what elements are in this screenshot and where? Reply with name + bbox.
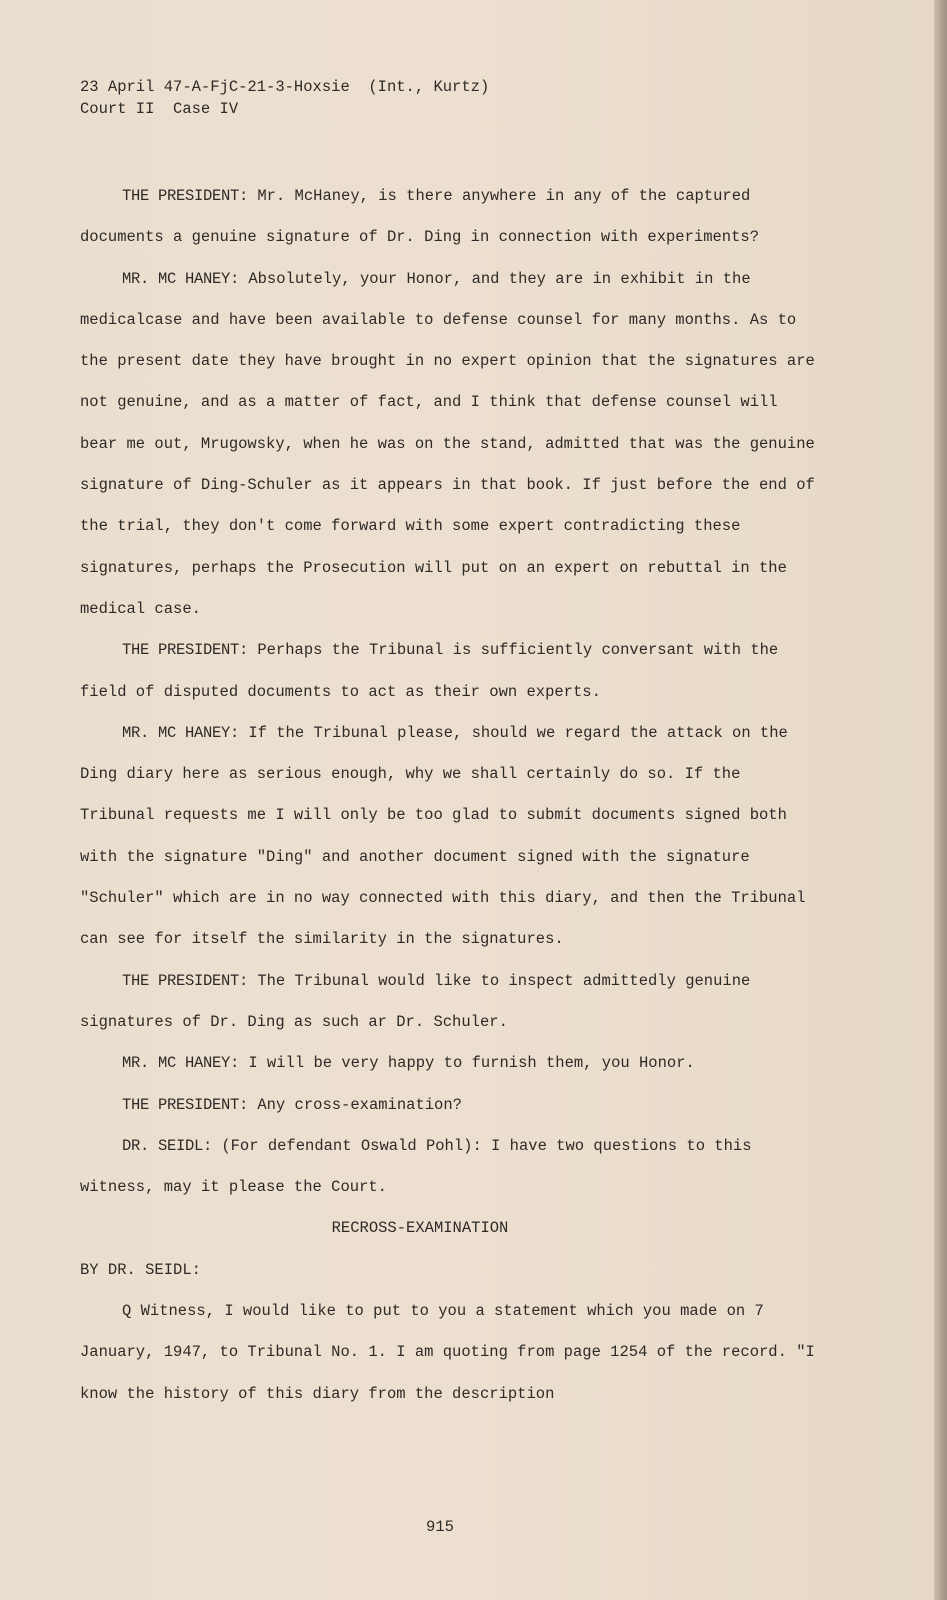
question-paragraph: Q Witness, I would like to put to you a statement which you made on 7 January, 1947, to Tribunal No. 1. I am quoting from page 1254 of the record. "I know the history of this diary from the description — [80, 1302, 815, 1403]
speaker-label: DR. SEIDL: — [122, 1136, 213, 1155]
paragraph-text: I will be very happy to furnish them, you Honor. — [239, 1054, 695, 1073]
page-edge-shadow — [934, 0, 947, 1600]
header-line-1: 23 April 47-A-FjC-21-3-Hoxsie (Int., Kurtz) — [80, 78, 490, 96]
paragraph-text: Perhaps the Tribunal is sufficiently conversant with the field of disputed documents to act as their own experts. — [80, 641, 779, 701]
section-heading: RECROSS-EXAMINATION — [331, 1219, 509, 1238]
transcript-paragraph — [80, 713, 820, 961]
header-line-2: Court II Case IV — [80, 100, 239, 118]
transcript-paragraph — [80, 259, 820, 631]
paragraph-text: Absolutely, your Honor, and they are in exhibit in the medicalcase and have been available to defense counsel for many months. As to the present date they have brought in no expert opinion that the signatures are not genuine, and as a matter of fact, and I think that defense counsel will bear me out, Mrugowsky, when he was on the stand, admitted that was the genuine signature of Ding-Schuler as it appears in that book. If just before the end of the trial, they don't come forward with some expert contradicting these signatures, perhaps the Prosecution will put on an expert on rebuttal in the medical case. — [80, 269, 815, 618]
speaker-label: THE PRESIDENT: — [122, 971, 249, 990]
paragraph-text: (For defendant Oswald Pohl): I have two questions to this witness, may it please the Court. — [80, 1136, 752, 1197]
paragraph-text: If the Tribunal please, should we regard the attack on the Ding diary here as serious enough, why we shall certainly do so. If the Tribunal requests me I will only be too glad to submit documents signed both with the signature "Ding" and another document signed with the signature "Schuler" which are in no way connected with this diary, and then the Tribunal can see for itself the similarity in the signatures. — [80, 723, 806, 949]
transcript-paragraph — [80, 1126, 820, 1209]
transcript-paragraph — [80, 1043, 820, 1084]
examiner-line: BY DR. SEIDL: — [80, 1260, 201, 1279]
transcript-paragraph — [80, 961, 820, 1044]
speaker-label: THE PRESIDENT: — [122, 641, 249, 660]
paragraph-text: Any cross-examination? — [248, 1095, 462, 1114]
transcript-body — [80, 176, 820, 1415]
paragraph-text: The Tribunal would like to inspect admittedly genuine signatures of Dr. Ding as such ar Dr. Schuler. — [80, 971, 751, 1031]
speaker-label: THE PRESIDENT: — [122, 1095, 249, 1114]
page-number: 915 — [426, 1518, 454, 1536]
document-header — [80, 76, 489, 120]
speaker-label: MR. MC HANEY: — [122, 269, 240, 288]
transcript-paragraph — [80, 176, 820, 259]
speaker-label: MR. MC HANEY: — [122, 1054, 240, 1073]
transcript-paragraph — [80, 1085, 820, 1126]
speaker-label: MR. MC HANEY: — [122, 723, 240, 742]
speaker-label: THE PRESIDENT: — [122, 187, 249, 205]
transcript-paragraph — [80, 630, 820, 713]
paragraph-text: Mr. McHaney, is there anywhere in any of the captured documents a genuine signature of Dr. Ding in connection with experiments? — [80, 187, 760, 247]
